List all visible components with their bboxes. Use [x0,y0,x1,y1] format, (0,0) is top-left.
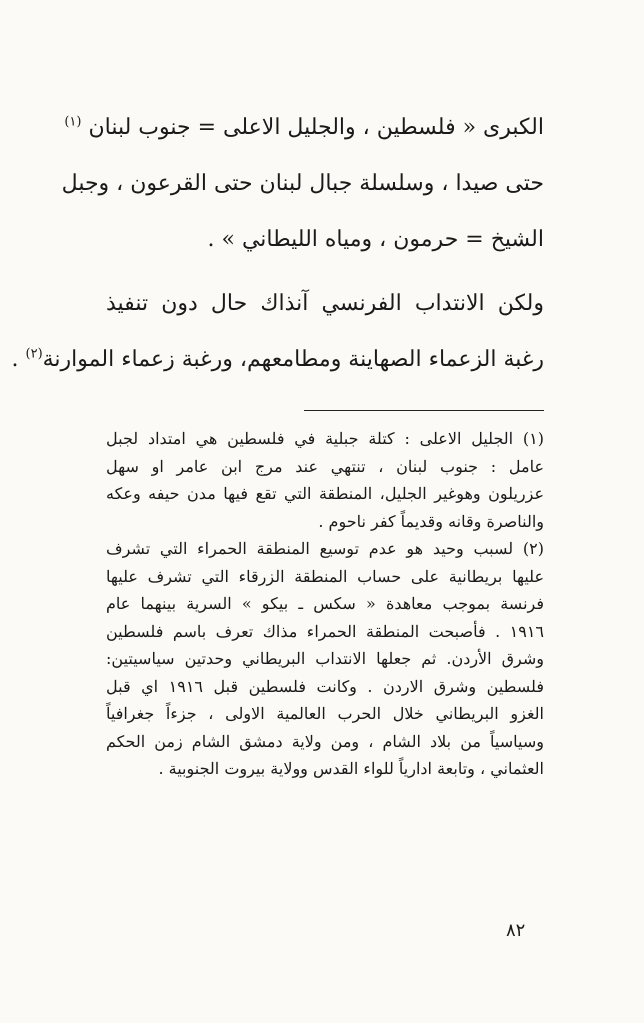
main-line: الشيخ = حرمون ، ومياه الليطاني » . [207,227,544,252]
main-line [11,332,544,388]
footnote-line: عامل : جنوب لبنان ، تنتهي عند مرج ابن عامر او سهل [106,456,544,476]
footnote-line: فرنسة بموجب معاهدة « سكس ـ بيكو » السرية بينهما عام [106,594,544,613]
footnote-line: ١٩١٦ . فأصبحت المنطقة الحمراء مذاك تعرف باسم فلسطين [106,621,544,641]
footnote-line: (٢) لسبب وحيد هو عدم توسيع المنطقة الحمراء التي تشرف [106,539,544,558]
footnote-line: العثماني ، وتابعة ادارياً للواء القدس وولاية بيروت الجنوبية . [158,759,544,778]
main-line-text: رغبة الزعماء الصهاينة ومطامعهم، ورغبة زعماء الموارنة [42,347,544,372]
footnote-line: فلسطين وشرق الاردن . وكانت فلسطين قبل ١٩١٦ اي قبل [106,676,545,696]
footnote-line: الغزو البريطاني خلال الحرب العالمية الاولى ، جزءاً جغرافياً [106,704,544,723]
main-line: حتى صيدا ، وسلسلة جبال لبنان حتى القرعون ، وجبل [61,171,544,196]
paragraph-gap [106,268,544,276]
footnote-line: وسياسياً من بلاد الشام ، ومن ولاية دمشق الشام زمن الحكم [106,731,544,751]
main-line-text: الكبرى « فلسطين ، والجليل الاعلى = جنوب لبنان [88,115,544,140]
sentence-end: . [11,347,19,372]
footnote-ref-1: (١) [64,114,82,130]
footnote-line: وشرق الأردن. ثم جعلها الانتداب البريطاني وحدتين سياسيتين: [106,649,544,668]
footnotes [106,425,544,783]
footnote-line: والناصرة وقانه وقديماً كفر ناحوم . [318,511,544,531]
main-text [11,100,544,388]
footnote-line: عزريلون وهوغير الجليل، المنطقة التي تقع فيها مدن حيفه وعكه [106,484,544,503]
main-line: ولكن الانتداب الفرنسي آنذاك حال دون تنفيذ [106,291,544,316]
footnote-ref-2: (٢) [25,346,43,362]
footnote-line: عليها بريطانية على حساب المنطقة الزرقاء التي تشرف عليها [106,566,544,586]
page-number: ٨٢ [506,920,526,941]
footnote-separator [304,410,544,411]
main-line [64,100,544,156]
footnote-line: (١) الجليل الاعلى : كتلة جبلية في فلسطين هي امتداد لجبل [106,429,544,448]
